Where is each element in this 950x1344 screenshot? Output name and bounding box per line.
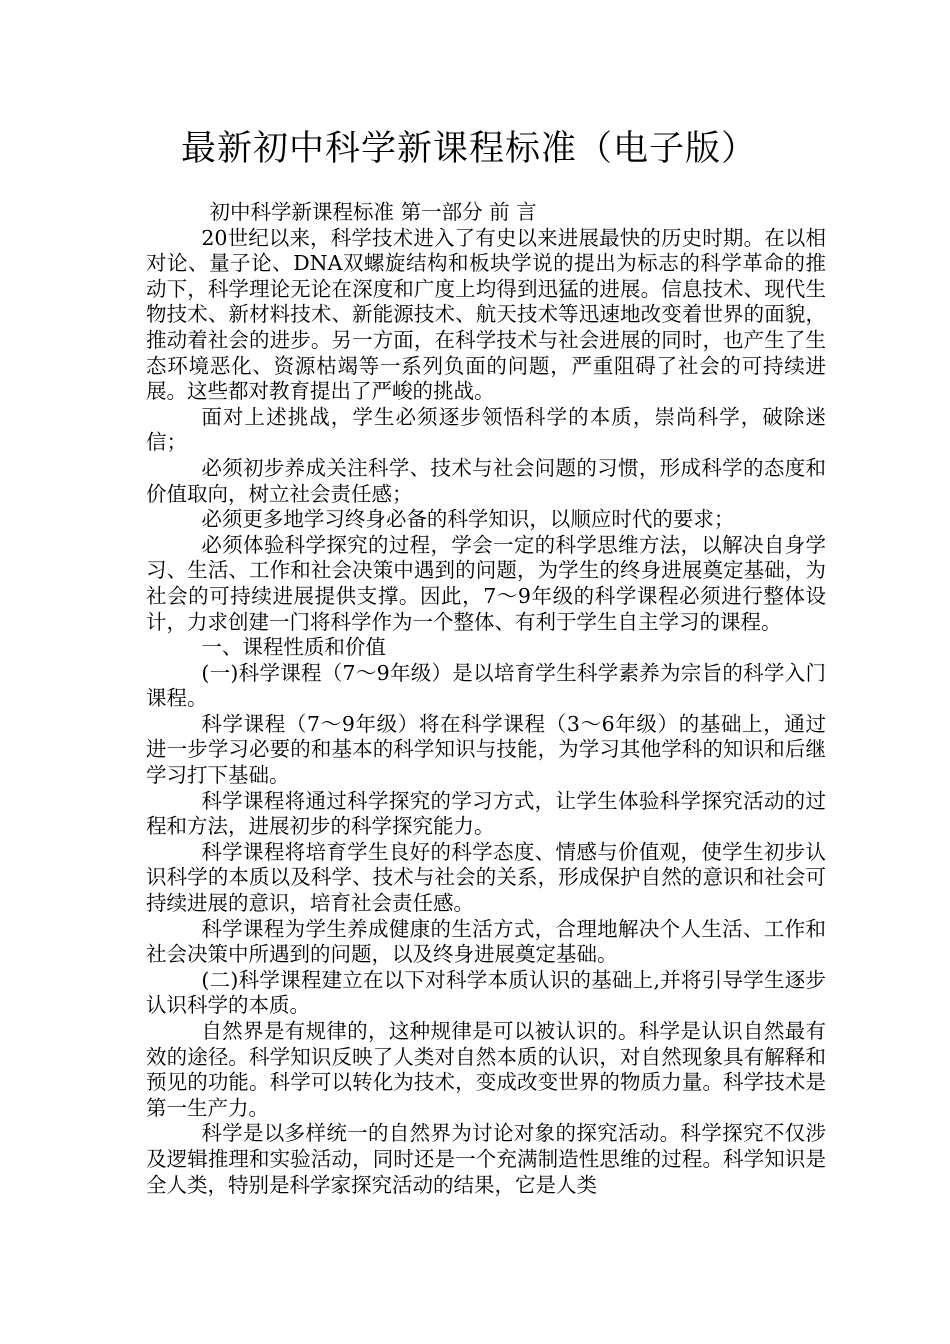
paragraph: 面对上述挑战，学生必须逐步领悟科学的本质，崇尚科学，破除迷信； <box>146 404 826 455</box>
paragraph: 必须体验科学探究的过程，学会一定的科学思维方法，以解决自身学习、生活、工作和社会决策中遇到的问题，为学生的终身进展奠定基础，为社会的可持续进展提供支撑。因此，7～9年级的科学课程必须进行整体设计，力求创建一门将科学作为一个整体、有利于学生自主学习的课程。 <box>146 532 826 634</box>
paragraph: (一)科学课程（7～9年级）是以培育学生科学素养为宗旨的科学入门课程。 <box>146 660 826 711</box>
paragraph: 必须初步养成关注科学、技术与社会问题的习惯，形成科学的态度和价值取向，树立社会责任感； <box>146 455 826 506</box>
section-heading: 初中科学新课程标准 第一部分 前 言 <box>209 200 537 224</box>
paragraph: 科学课程为学生养成健康的生活方式，合理地解决个人生活、工作和社会决策中所遇到的问题，以及终身进展奠定基础。 <box>146 916 826 967</box>
paragraph: (二)科学课程建立在以下对科学本质认识的基础上,并将引导学生逐步认识科学的本质。 <box>146 967 826 1018</box>
paragraph: 20世纪以来，科学技术进入了有史以来进展最快的历史时期。在以相对论、量子论、DNA双螺旋结构和板块学说的提出为标志的科学革命的推动下，科学理论无论在深度和广度上均得到迅猛的进展。信息技术、现代生物技术、新材料技术、新能源技术、航天技术等迅速地改变着世界的面貌，推动着社会的进步。另一方面，在科学技术与社会进展的同时，也产生了生态环境恶化、资源枯竭等一系列负面的问题，严重阻碍了社会的可持续进展。这些都对教育提出了严峻的挑战。 <box>146 225 826 404</box>
paragraph: 必须更多地学习终身必备的科学知识，以顺应时代的要求； <box>201 507 735 532</box>
section-heading: 一、课程性质和价值 <box>201 635 386 660</box>
document-title: 最新初中科学新课程标准（电子版） <box>180 129 757 169</box>
paragraph: 科学课程将通过科学探究的学习方式，让学生体验科学探究活动的过程和方法，进展初步的科学探究能力。 <box>146 788 826 839</box>
paragraph: 科学是以多样统一的自然界为讨论对象的探究活动。科学探究不仅涉及逻辑推理和实验活动，同时还是一个充满制造性思维的过程。科学知识是全人类，特别是科学家探究活动的结果，它是人类 <box>146 1121 826 1197</box>
paragraph: 科学课程将培育学生良好的科学态度、情感与价值观，使学生初步认识科学的本质以及科学、技术与社会的关系，形成保护自然的意识和社会可持续进展的意识，培育社会责任感。 <box>146 839 826 916</box>
document-body <box>146 200 826 1198</box>
paragraph: 科学课程（7～9年级）将在科学课程（3～6年级）的基础上，通过进一步学习必要的和基本的科学知识与技能，为学习其他学科的知识和后继学习打下基础。 <box>146 711 826 788</box>
paragraph: 自然界是有规律的，这种规律是可以被认识的。科学是认识自然最有效的途径。科学知识反映了人类对自然本质的认识，对自然现象具有解释和预见的功能。科学可以转化为技术，变成改变世界的物质力量。科学技术是第一生产力。 <box>146 1019 826 1120</box>
